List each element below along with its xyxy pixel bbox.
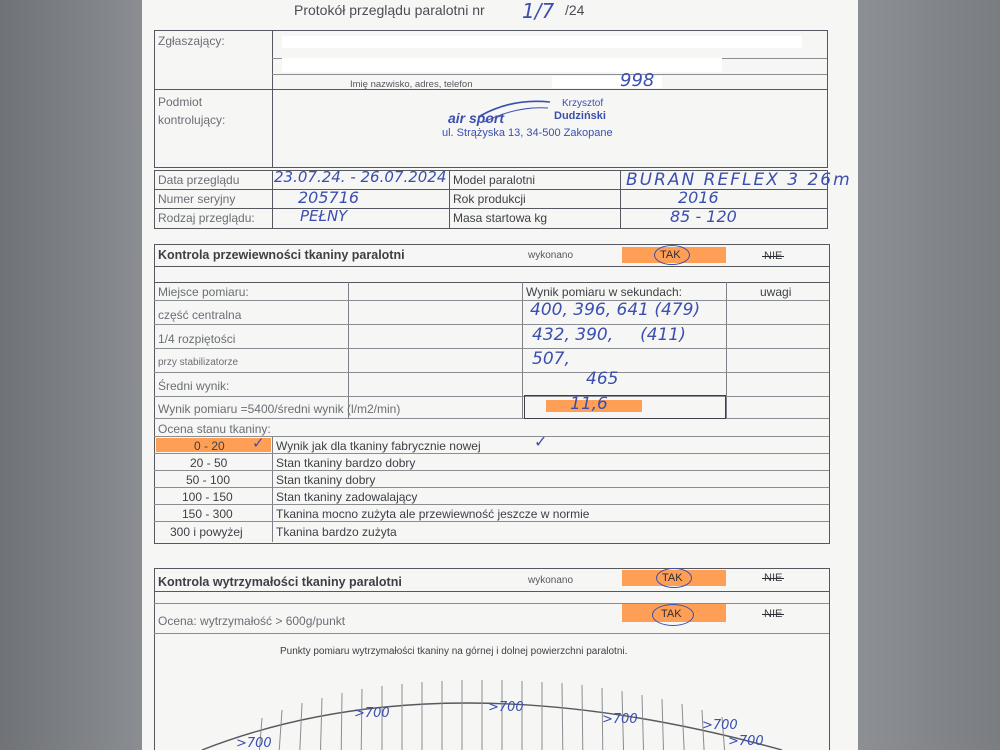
stamp-owner-last: Dudziński xyxy=(554,110,606,122)
mass-label: Masa startowa kg xyxy=(453,211,548,225)
porosity-yes: TAK xyxy=(660,249,681,261)
rating-desc: Stan tkaniny zadowalający xyxy=(276,490,418,504)
col-result-header: Wynik pomiaru w sekundach: xyxy=(526,285,682,299)
rating-desc: Tkanina bardzo zużyta xyxy=(276,525,397,539)
check-icon: ✓ xyxy=(534,432,548,451)
strength-no2: NIE xyxy=(764,608,783,620)
rating-label: Ocena stanu tkaniny: xyxy=(158,422,271,436)
mass-value: 85 - 120 xyxy=(670,207,737,226)
rating-desc: Stan tkaniny bardzo dobry xyxy=(276,456,416,470)
protocol-title: Protokół przeglądu paralotni nr xyxy=(294,2,485,18)
model-value: BURAN REFLEX 3 26m xyxy=(626,170,852,190)
strength-point-5: >700 xyxy=(236,736,272,750)
strength-title: Kontrola wytrzymałości tkaniny paralotni xyxy=(158,575,402,589)
year-value: 2016 xyxy=(678,188,719,207)
row-quarter-value: 432, 390, (411) xyxy=(532,325,686,345)
background-left xyxy=(0,0,142,750)
porosity-section xyxy=(154,244,830,544)
row-stabilizer-value: 507, xyxy=(532,349,570,369)
strength-point-6: >700 xyxy=(728,734,764,749)
row-central-value: 400, 396, 641 (479) xyxy=(530,300,701,320)
strength-done-label: wykonano xyxy=(528,575,574,586)
inspection-form xyxy=(142,0,858,750)
rating-range: 300 i powyżej xyxy=(170,525,243,539)
rating-range: 150 - 300 xyxy=(182,507,233,521)
company-stamp xyxy=(442,96,642,152)
stamp-owner-first: Krzysztof xyxy=(562,98,604,109)
strength-yes: TAK xyxy=(662,572,683,584)
rating-range: 100 - 150 xyxy=(182,490,233,504)
background-right xyxy=(858,0,1000,750)
rating-desc: Wynik jak dla tkaniny fabrycznie nowej xyxy=(276,439,481,453)
applicant-label: Zgłaszający: xyxy=(158,34,225,48)
row-average-value: 465 xyxy=(586,369,619,389)
protocol-year: /24 xyxy=(565,2,585,18)
rating-range: 0 - 20 xyxy=(194,439,225,453)
rating-range: 20 - 50 xyxy=(190,456,228,470)
serial-label: Numer seryjny xyxy=(158,192,236,206)
row-average-label: Średni wynik: xyxy=(158,379,230,393)
porosity-no: NIE xyxy=(764,250,783,262)
strength-caption: Punkty pomiaru wytrzymałości tkaniny na górnej i dolnej powierzchni paralotni. xyxy=(280,646,628,657)
strength-rating-text: Ocena: wytrzymałość > 600g/punkt xyxy=(158,614,346,628)
porosity-done-label: wykonano xyxy=(528,250,574,261)
year-label: Rok produkcji xyxy=(453,192,526,206)
strength-point-4: >700 xyxy=(702,718,738,733)
phone-fragment: 998 xyxy=(620,70,655,91)
rating-desc: Tkanina mocno zużyta ale przewiewność jeszcze w normie xyxy=(276,507,590,521)
type-label: Rodzaj przeglądu: xyxy=(158,211,255,225)
date-value: 23.07.24. - 26.07.2024 xyxy=(274,168,447,186)
protocol-number: 1/7 xyxy=(522,0,555,23)
serial-value: 205716 xyxy=(298,188,360,207)
porosity-title: Kontrola przewiewności tkaniny paralotni xyxy=(158,248,405,262)
strength-yes2: TAK xyxy=(661,608,682,620)
row-central-label: część centralna xyxy=(158,308,242,322)
stamp-brand: air sport xyxy=(448,110,505,126)
col-place-header: Miejsce pomiaru: xyxy=(158,285,249,299)
row-quarter-label: 1/4 rozpiętości xyxy=(158,332,236,346)
check-icon: ✓ xyxy=(252,434,265,452)
strength-point-3: >700 xyxy=(602,712,638,727)
formula-value: 11,6 xyxy=(570,394,608,414)
col-notes-header: uwagi xyxy=(760,285,792,299)
type-value: PEŁNY xyxy=(300,207,348,225)
stamp-address: ul. Strążyska 13, 34-500 Zakopane xyxy=(442,127,613,139)
strength-point-1: >700 xyxy=(354,706,390,721)
strength-no: NIE xyxy=(764,572,783,584)
date-label: Data przeglądu xyxy=(158,173,240,187)
inspector-label: Podmiot kontrolujący: xyxy=(158,95,226,127)
strength-point-2: >700 xyxy=(488,700,524,715)
row-stabilizer-label: przy stabilizatorze xyxy=(158,357,239,368)
rating-range: 50 - 100 xyxy=(186,473,231,487)
name-caption: Imię nazwisko, adres, telefon xyxy=(350,79,473,90)
formula-label: Wynik pomiaru =5400/średni wynik (l/m2/min) xyxy=(158,402,401,416)
model-label: Model paralotni xyxy=(453,173,536,187)
rating-desc: Stan tkaniny dobry xyxy=(276,473,376,487)
